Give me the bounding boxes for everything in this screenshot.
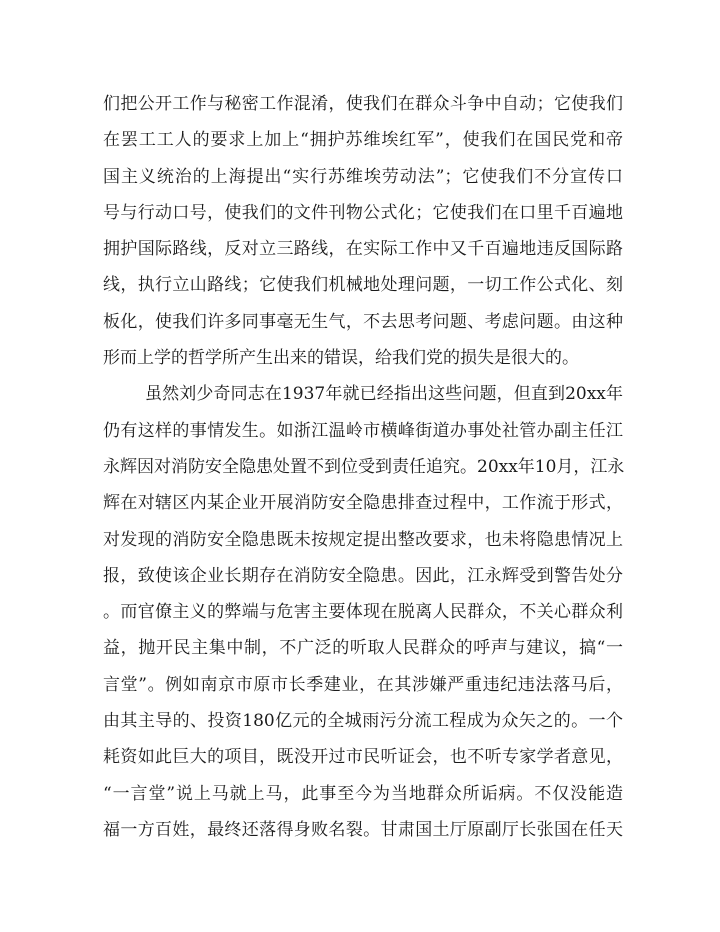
text-line: 报，致使该企业长期存在消防安全隐患。因此，江永辉受到警告处分 xyxy=(103,565,623,586)
text-line: 仍有这样的事情发生。如浙江温岭市横峰街道办事处社管办副主任江 xyxy=(103,420,623,441)
text-line: 号与行动口号，使我们的文件刊物公式化；它使我们在口里千百遍地 xyxy=(103,202,623,223)
text-line: 言堂”。例如南京市原市长季建业，在其涉嫌严重违纪违法落马后， xyxy=(103,674,623,695)
text-line: 耗资如此巨大的项目，既没开过市民听证会，也不听专家学者意见， xyxy=(103,747,623,768)
text-line: “一言堂”说上马就上马，此事至今为当地群众所诟病。不仅没能造 xyxy=(103,783,623,804)
text-line: 线，执行立山路线；它使我们机械地处理问题，一切工作公式化、刻 xyxy=(103,275,623,296)
text-line: 益，抛开民主集中制，不广泛的听取人民群众的呼声与建议，搞“一 xyxy=(103,638,623,659)
text-line: 福一方百姓，最终还落得身败名裂。甘肃国土厅原副厅长张国在任天 xyxy=(103,819,623,840)
text-line: 。而官僚主义的弊端与危害主要体现在脱离人民群众，不关心群众利 xyxy=(103,602,623,623)
text-line: 国主义统治的上海提出“实行苏维埃劳动法”；它使我们不分宣传口 xyxy=(103,166,623,187)
text-line: 对发现的消防安全隐患既未按规定提出整改要求，也未将隐患情况上 xyxy=(103,529,623,550)
text-line: 永辉因对消防安全隐患处置不到位受到责任追究。20xx年10月，江永 xyxy=(103,456,625,477)
text-line: 板化，使我们许多同事毫无生气，不去思考问题、考虑问题。由这种 xyxy=(103,311,623,332)
paragraph-start-line: 虽然刘少奇同志在1937年就已经指出这些问题，但直到20xx年 xyxy=(145,384,623,405)
text-line: 形而上学的哲学所产生出来的错误，给我们党的损失是很大的。 xyxy=(103,348,579,369)
text-line: 由其主导的、投资180亿元的全城雨污分流工程成为众矢之的。一个 xyxy=(103,711,623,732)
body-text xyxy=(103,86,623,848)
text-line: 拥护国际路线，反对立三路线，在实际工作中又千百遍地违反国际路 xyxy=(103,239,623,260)
text-line: 在罢工工人的要求上加上“拥护苏维埃红军”，使我们在国民党和帝 xyxy=(103,130,623,151)
text-line: 们把公开工作与秘密工作混淆，使我们在群众斗争中自动；它使我们 xyxy=(103,94,623,114)
text-line: 辉在对辖区内某企业开展消防安全隐患排查过程中，工作流于形式， xyxy=(103,493,623,514)
